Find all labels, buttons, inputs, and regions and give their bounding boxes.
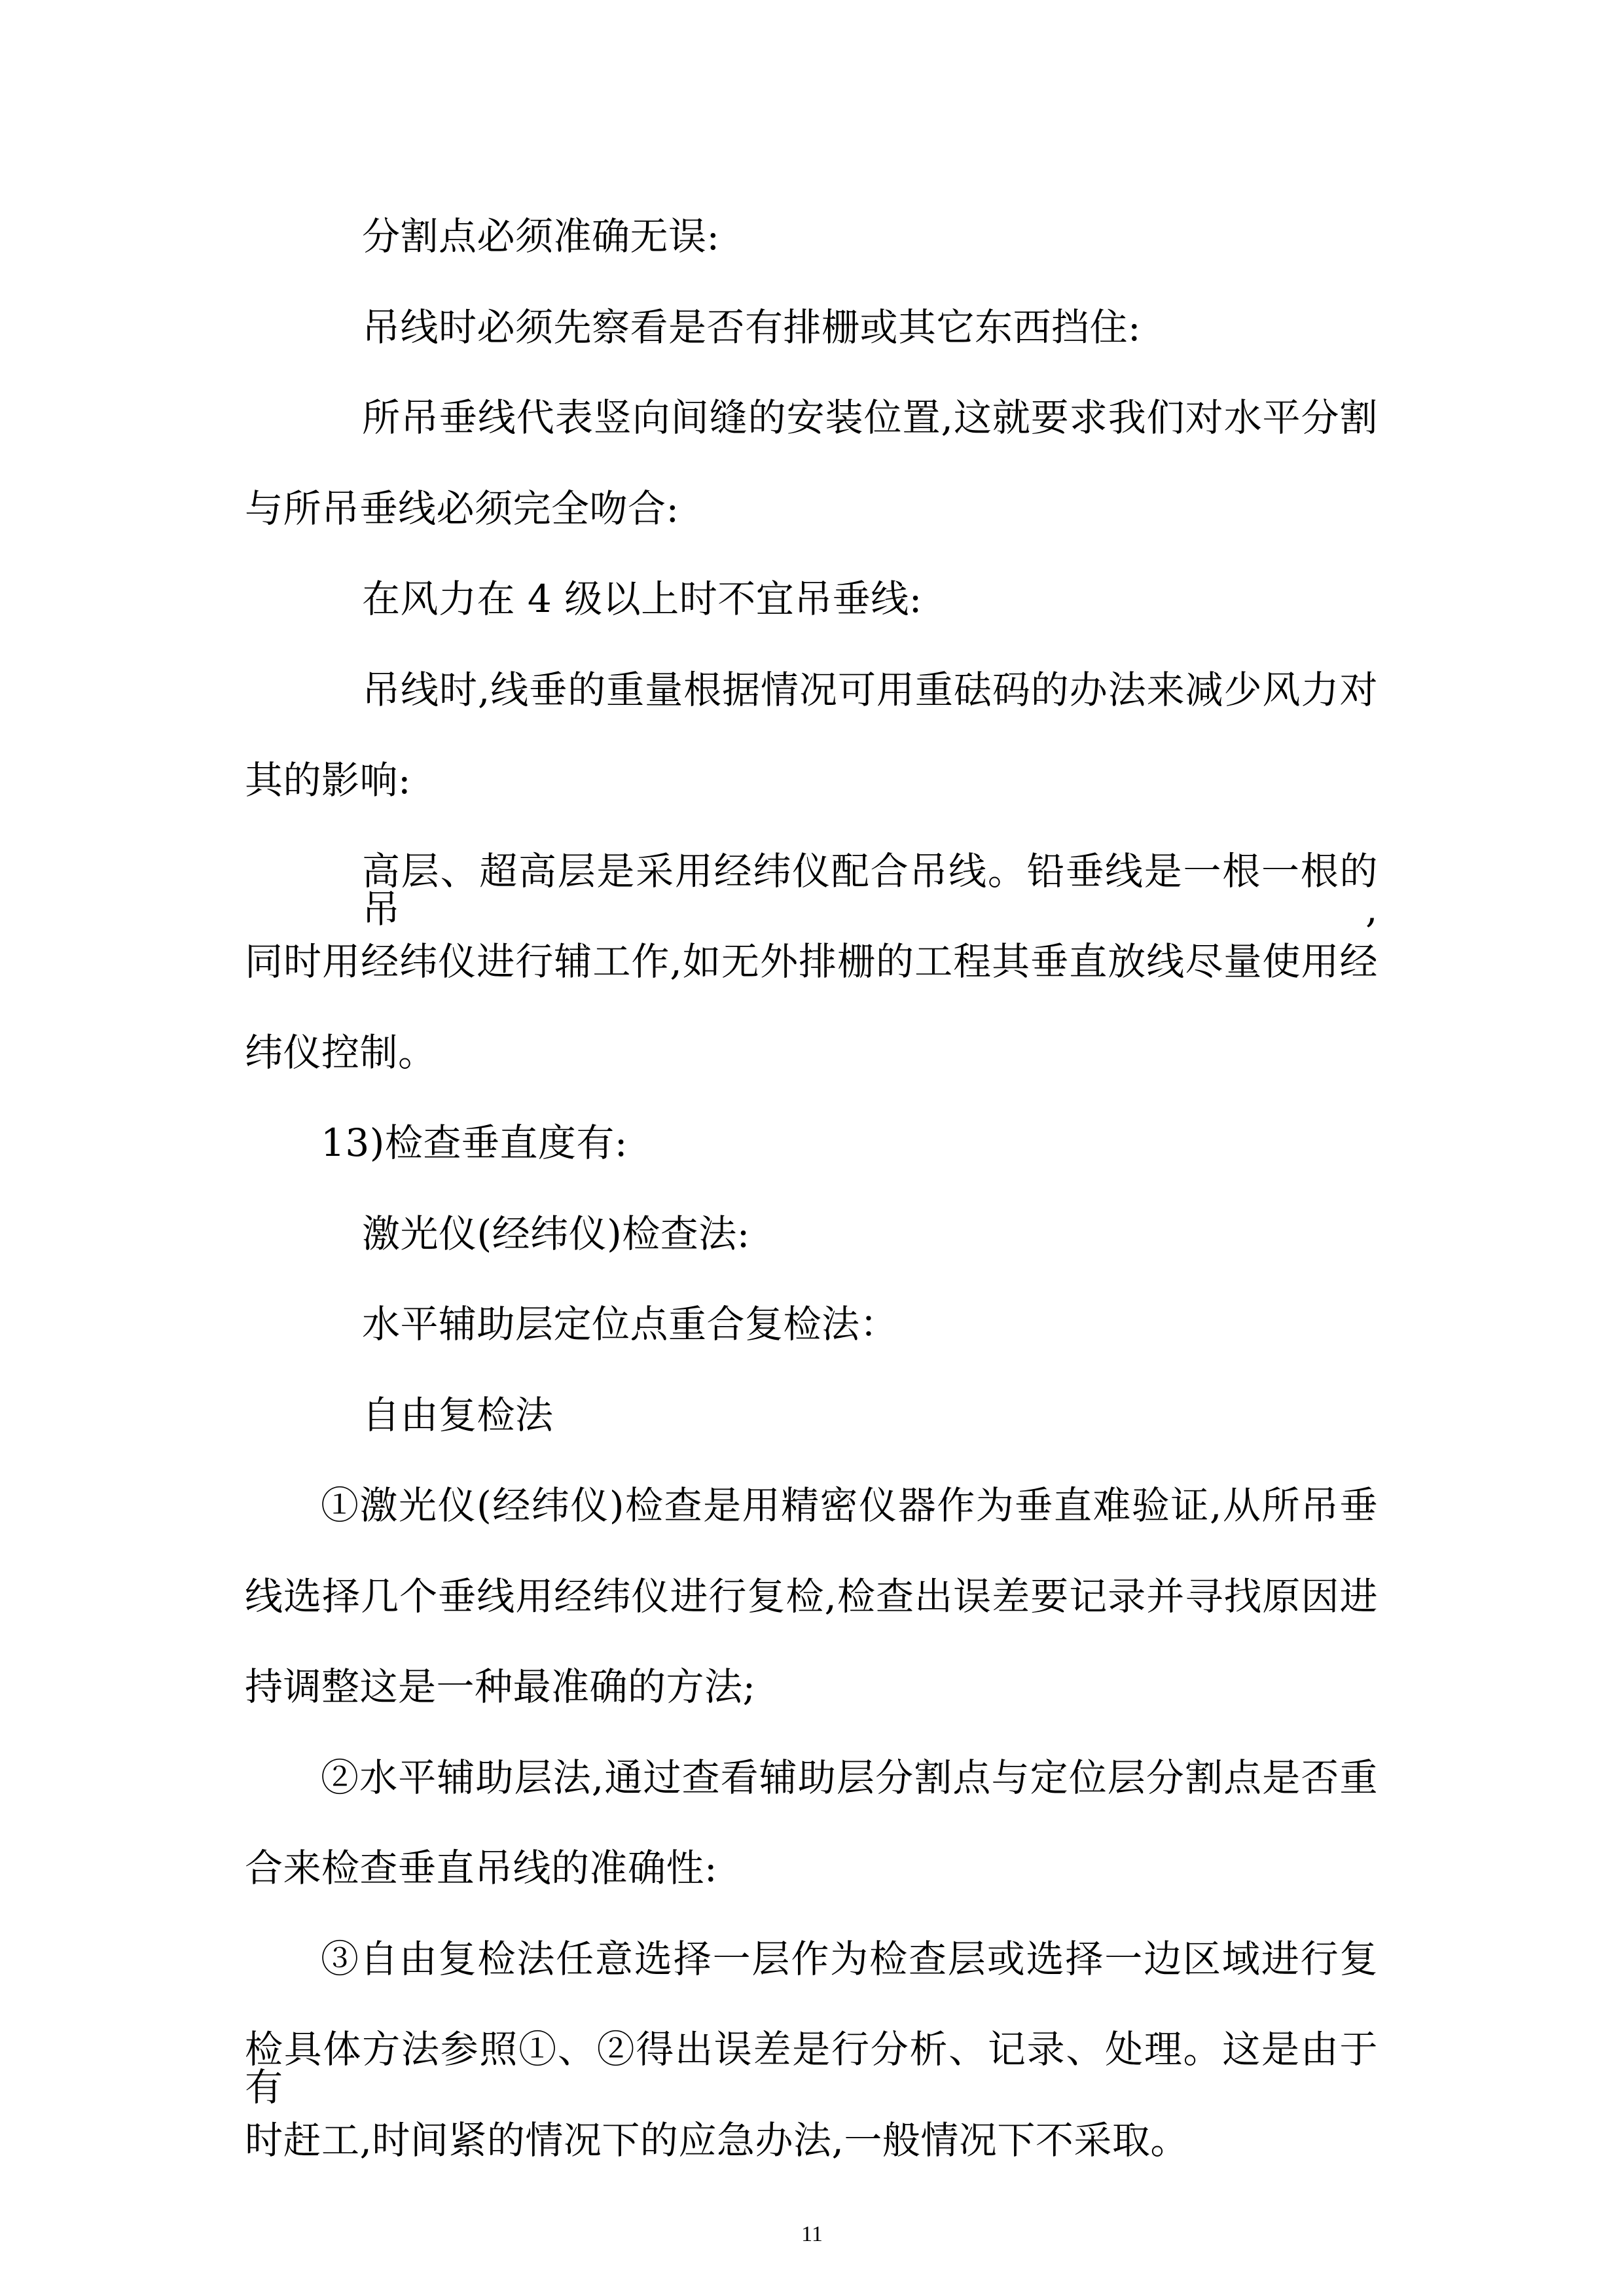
text-line: 所吊垂线代表竖向间缝的安装位置,这就要求我们对水平分割 <box>362 395 1378 440</box>
text-line: 分割点必须准确无误: <box>362 214 720 259</box>
text-line: ③自由复检法任意选择一层作为检查层或选择一边区域进行复 <box>321 1937 1378 1981</box>
text-line: 持调整这是一种最准确的方法; <box>245 1664 756 1709</box>
text-line: 高层、超高层是采用经纬仪配合吊线。铅垂线是一根一根的吊, <box>362 849 1378 931</box>
text-line: 检具体方法参照①、②得出误差是行分析、记录、处理。这是由于有 <box>245 2027 1378 2109</box>
page-number: 11 <box>801 2222 823 2246</box>
text-line: 自由复检法 <box>362 1393 554 1437</box>
text-line: 线选择几个垂线用经纬仪进行复检,检查出误差要记录并寻找原因进 <box>245 1574 1378 1619</box>
text-line: 吊线时,线垂的重量根据情况可用重砝码的办法来减少风力对 <box>362 668 1378 712</box>
text-line: ①激光仪(经纬仪)检查是用精密仪器作为垂直难验证,从所吊垂 <box>321 1483 1378 1528</box>
text-line: 水平辅助层定位点重合复检法： <box>362 1302 899 1346</box>
text-line: 与所吊垂线必须完全吻合: <box>245 486 679 531</box>
text-line: 在风力在 4 级以上时不宜吊垂线: <box>362 577 922 621</box>
text-line: 其的影响: <box>245 758 412 802</box>
text-line: ②水平辅助层法,通过查看辅助层分割点与定位层分割点是否重 <box>321 1755 1378 1800</box>
text-line: 13)检查垂直度有: <box>321 1121 628 1165</box>
text-line: 同时用经纬仪进行辅工作,如无外排栅的工程其垂直放线尽量使用经 <box>245 939 1378 984</box>
text-line: 纬仪控制。 <box>245 1030 437 1075</box>
text-line: 激光仪(经纬仪)检查法: <box>362 1211 750 1256</box>
text-line: 合来检查垂直吊线的准确性: <box>245 1846 718 1890</box>
text-line: 吊线时必须先察看是否有排栅或其它东西挡住: <box>362 305 1142 350</box>
text-line: 时赶工,时间紧的情况下的应急办法,一般情况下不采取。 <box>245 2118 1189 2162</box>
